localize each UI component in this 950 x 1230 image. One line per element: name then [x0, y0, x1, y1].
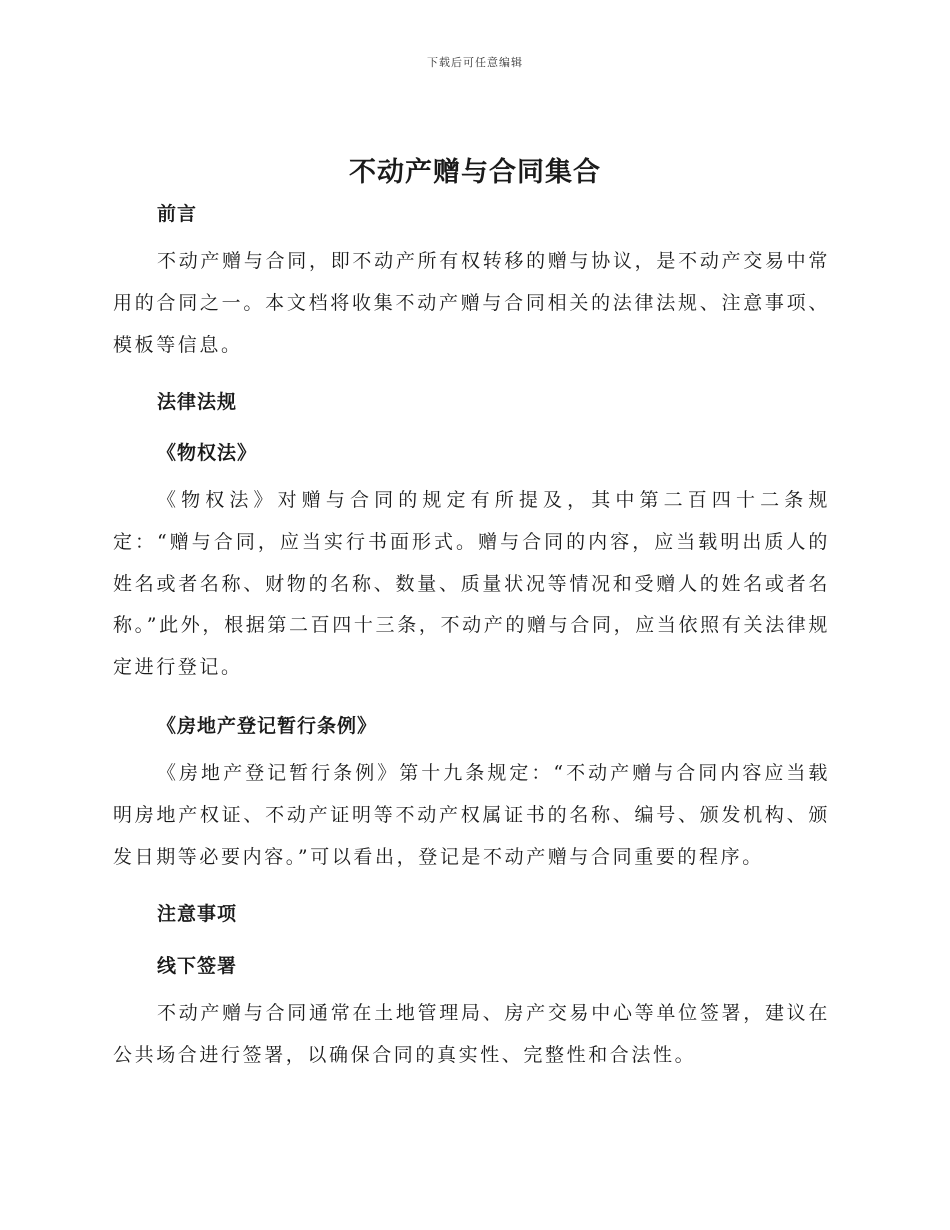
registration-regulation-paragraph: 《房地产登记暂行条例》第十九条规定：“不动产赠与合同内容应当载明房地产权证、不动产证明等不动产权属证书的名称、编号、颁发机构、颁发日期等必要内容。”可以看出，登记是不动产赠与合同重要的程序。	[113, 762, 830, 868]
property-law-heading: 《物权法》	[157, 442, 258, 464]
preface-heading: 前言	[157, 203, 198, 225]
preface-paragraph: 不动产赠与合同，即不动产所有权转移的赠与协议，是不动产交易中常用的合同之一。本文档将收集不动产赠与合同相关的法律法规、注意事项、模板等信息。	[113, 250, 830, 356]
property-law-paragraph: 《物权法》对赠与合同的规定有所提及，其中第二百四十二条规定：“赠与合同，应当实行书面形式。赠与合同的内容，应当载明出质人的姓名或者名称、财物的名称、数量、质量状况等情况和受赠人的姓名或者名称。”此外，根据第二百四十三条，不动产的赠与合同，应当依照有关法律规定进行登记。	[113, 489, 830, 679]
offline-signing-paragraph: 不动产赠与合同通常在土地管理局、房产交易中心等单位签署，建议在公共场合进行签署，以确保合同的真实性、完整性和合法性。	[113, 1002, 830, 1066]
laws-heading: 法律法规	[157, 391, 238, 413]
page-header-note: 下载后可任意编辑	[427, 56, 523, 69]
registration-regulation-heading: 《房地产登记暂行条例》	[157, 715, 378, 737]
document-title: 不动产赠与合同集合	[349, 157, 601, 188]
offline-signing-heading: 线下签署	[157, 955, 238, 977]
notes-heading: 注意事项	[157, 903, 238, 925]
